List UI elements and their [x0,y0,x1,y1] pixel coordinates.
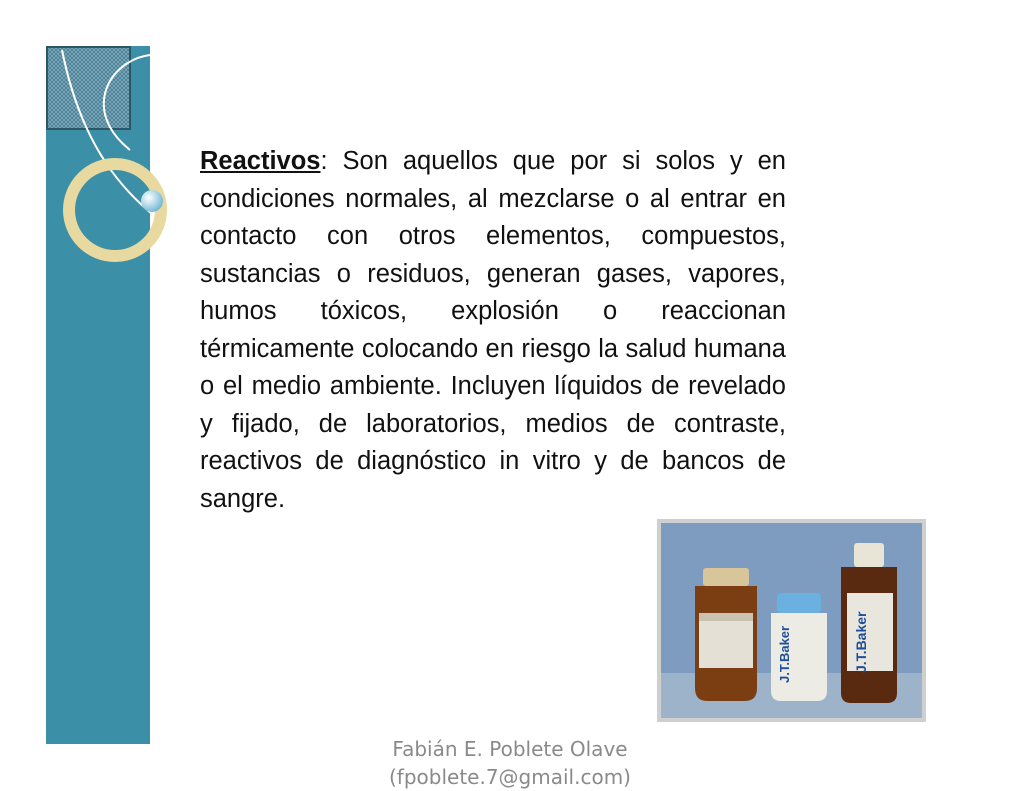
bottle-brand-label-1: J.T.Baker [777,625,792,683]
small-bubble-icon [165,182,172,189]
footer [380,735,640,791]
amber-bottle-right [841,543,897,703]
definition-text: : Son aquellos que por si solos y en condiciones normales, al mezclarse o al entrar en contacto con otros elementos, compuestos, sustancias o residuos, generan gases, vapores, humos tóxicos, explosión o reaccionan térmicamente colocando en riesgo la salud humana o el medio ambiente. Incluyen líquidos de revelado y fijado, de laboratorios, medios de contraste, reactivos de diagnóstico in vitro y de bancos de sangre. [200,147,786,513]
bottle-brand-label-2: J.T.Baker [853,611,869,673]
decorative-graphic [0,0,230,300]
white-bottle-middle [771,593,827,701]
footer-email: (fpoblete.7@gmail.com) [389,765,631,789]
hatched-corner-block [47,47,130,129]
footer-author: Fabián E. Poblete Olave [392,737,628,761]
amber-bottle-left [695,568,757,701]
reagent-bottles-photo [657,519,926,722]
definition-paragraph [200,143,786,518]
term-heading: Reactivos [200,147,321,175]
bubble-icon [141,190,163,212]
